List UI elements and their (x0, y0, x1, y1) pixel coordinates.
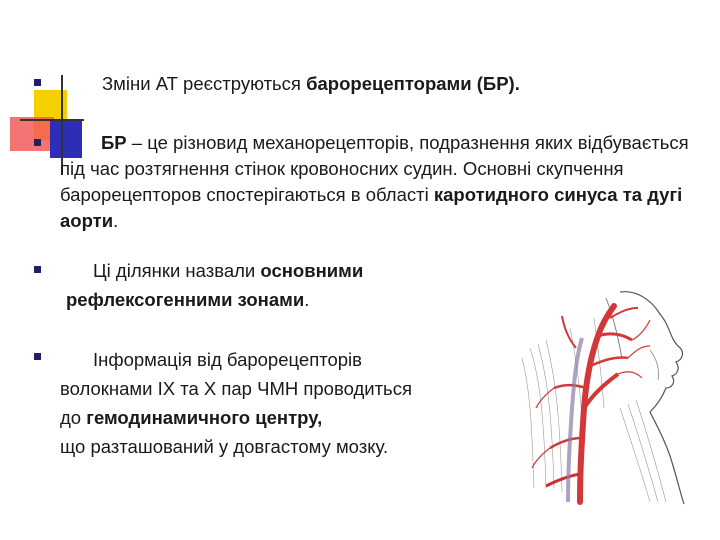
p4-line-3 (60, 403, 500, 432)
decor-red-square (10, 117, 54, 151)
p4-line-4: що разташований у довгастому мозку. (60, 436, 389, 457)
p4-line-2: волокнами IX та X пар ЧМН проводиться (60, 378, 412, 399)
p1-text: Зміни АТ реєструються (102, 73, 307, 94)
paragraph-2 (60, 130, 700, 234)
p3-bold-1: основними (260, 260, 364, 281)
p4-line-3-text: до (60, 407, 87, 428)
p2-bold-location: каротидного синуса та дугі аорти (60, 184, 683, 231)
bullet-3 (34, 266, 41, 273)
p3-end: . (304, 289, 310, 310)
paragraph-3 (93, 258, 513, 284)
p2-end: . (113, 210, 119, 231)
p3-text: Ці ділянки назвали (93, 260, 261, 281)
neck-arteries-illustration (510, 288, 700, 506)
bullet-1 (34, 79, 41, 86)
p4-bold: гемодинамичного центру, (86, 407, 323, 428)
paragraph-1 (102, 71, 662, 97)
bullet-2 (34, 139, 41, 146)
paragraph-3-line2 (66, 287, 486, 313)
bullet-4 (34, 353, 41, 360)
decor-horizontal-line (20, 119, 84, 121)
paragraph-4 (60, 345, 500, 461)
p4-line-1: Інформація від барорецепторів (93, 349, 362, 370)
p3-bold-2: рефлексогенними зонами (66, 289, 305, 310)
p2-text: – це різновид механорецепторів, подразнення яких відбувається під час розтягнення стінок кровоносних судин. Основні скупчення барорецепторов спостерігаються в області (60, 132, 689, 205)
p2-bold-term: БР (101, 132, 127, 153)
p1-bold: барорецепторами (БР). (306, 73, 520, 94)
